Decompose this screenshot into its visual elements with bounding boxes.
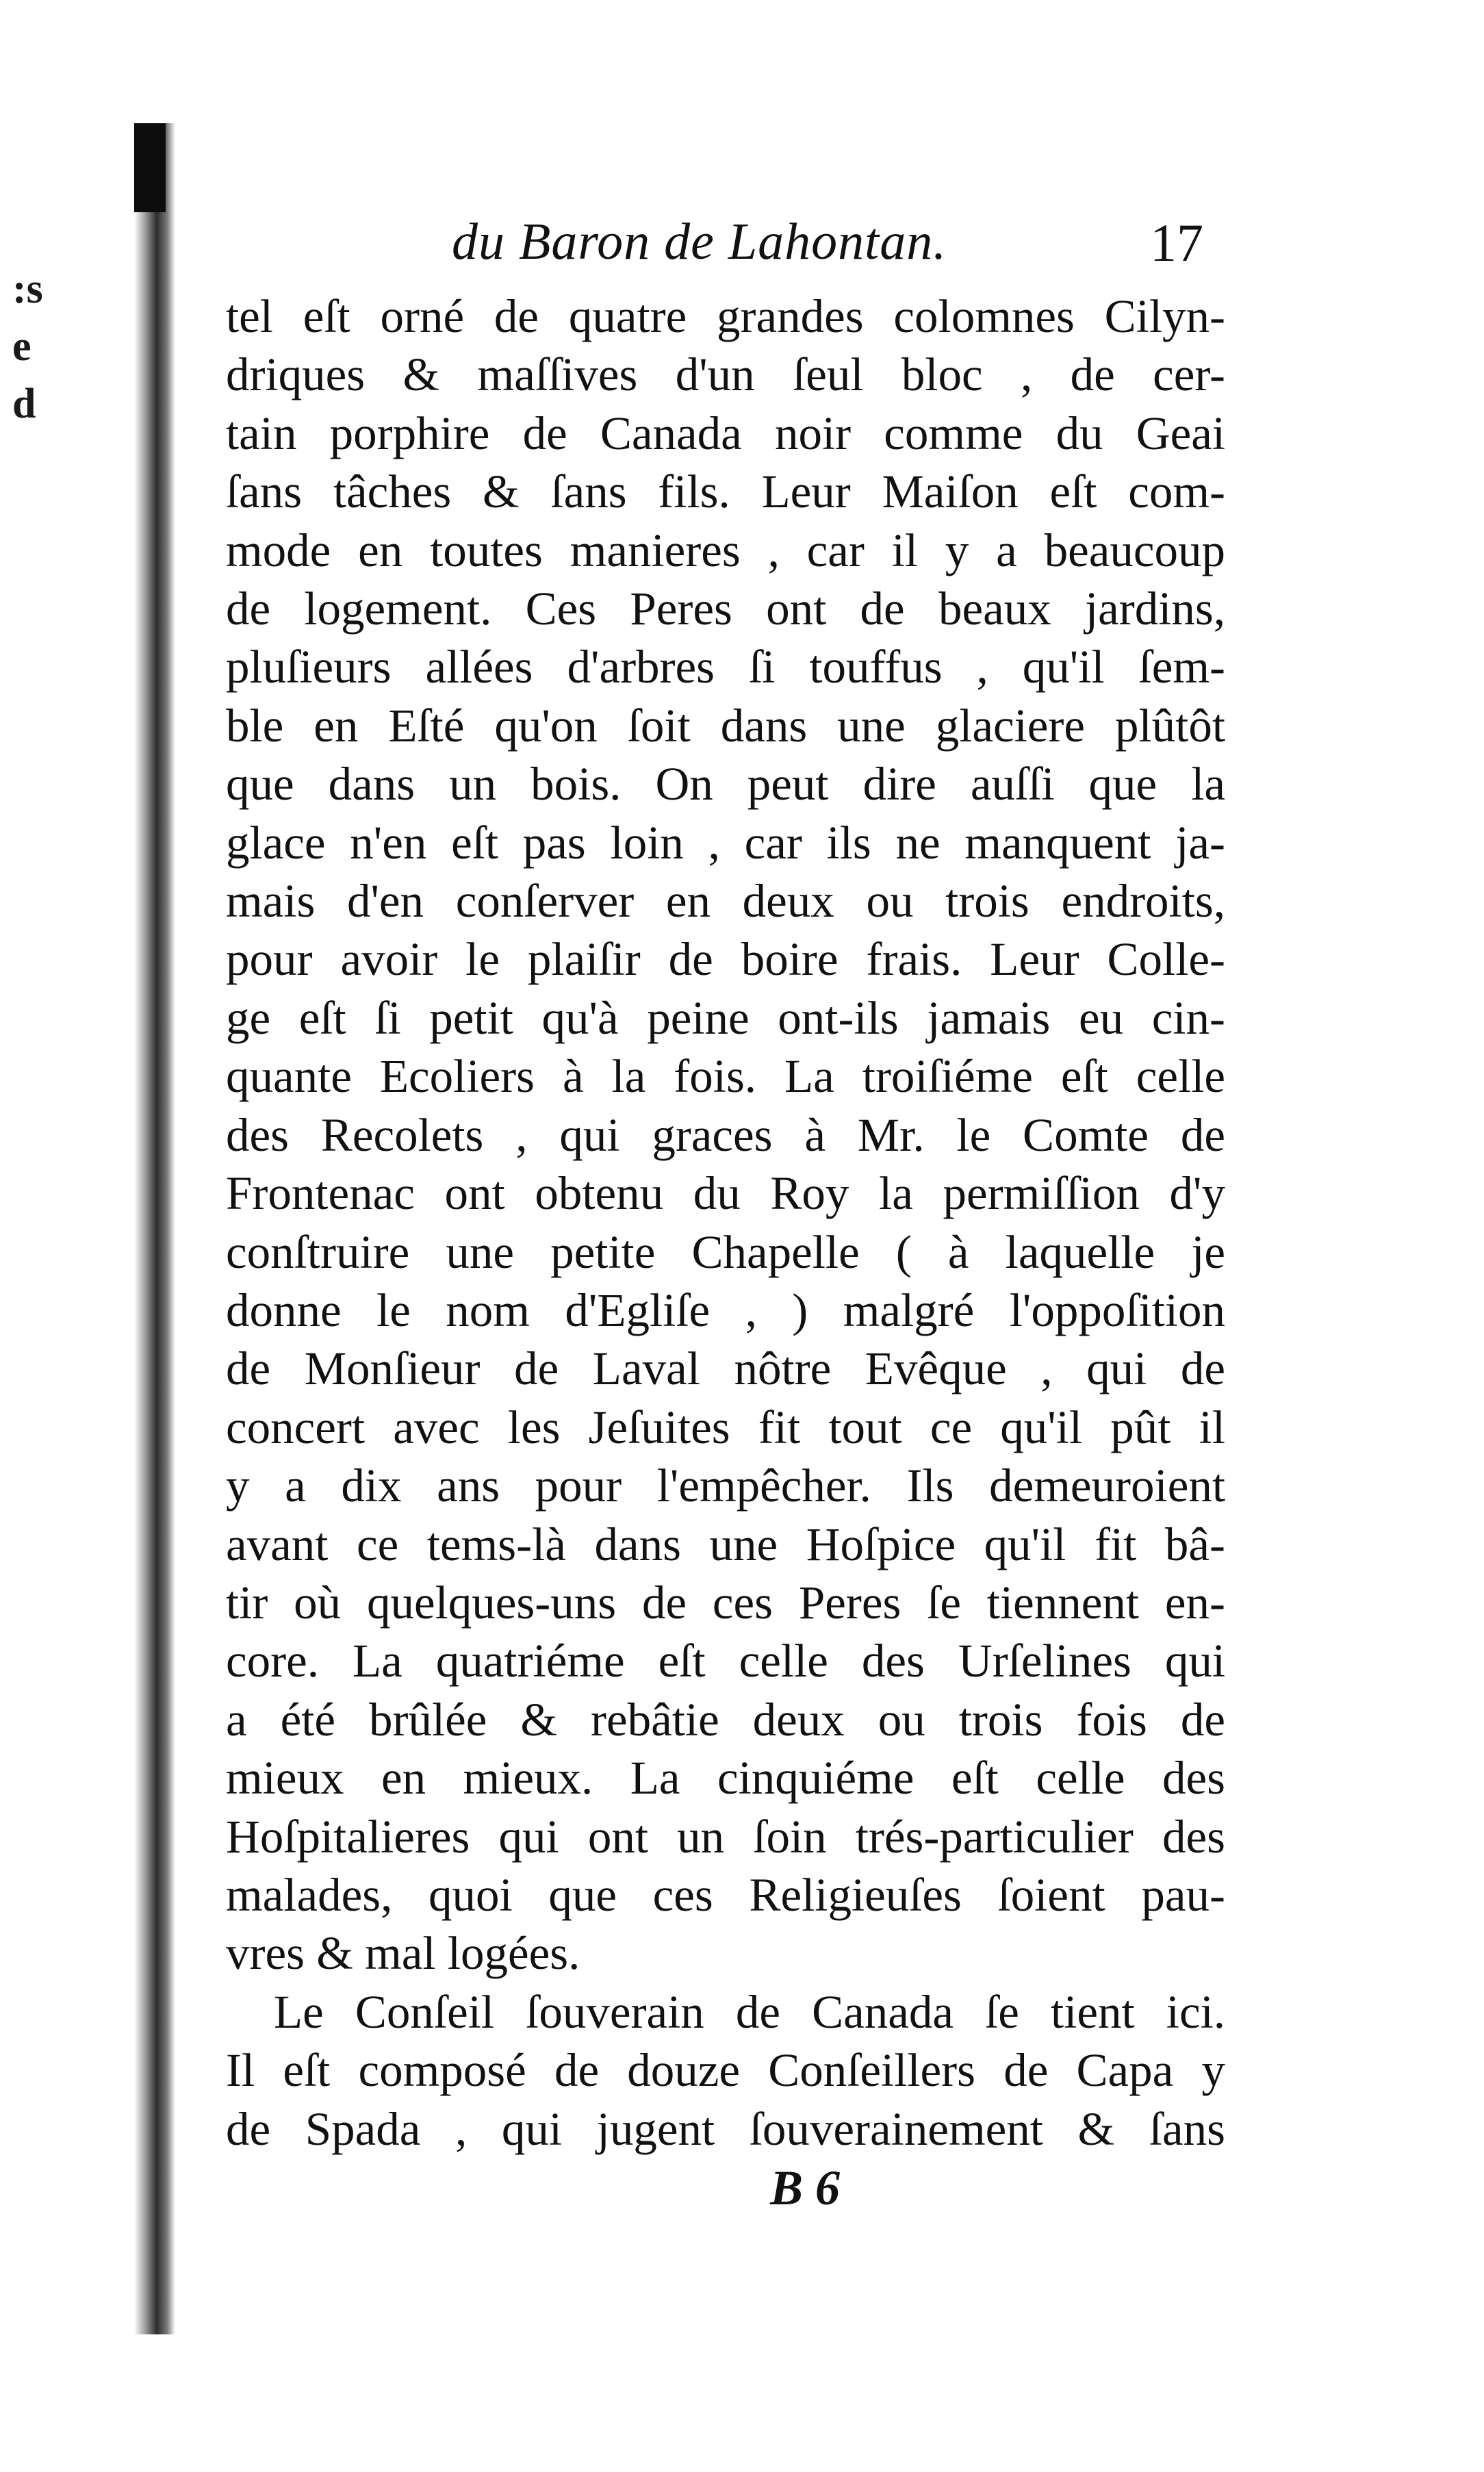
body-text: [226, 288, 1225, 2158]
text-line: que dans un bois. On peut dire auſſi que la: [226, 758, 1225, 811]
book-page: [226, 212, 1225, 2158]
text-line: pluſieurs allées d'arbres ſi touffus , qu'il ſem-: [226, 641, 1225, 693]
text-line: concert avec les Jeſuites fit tout ce qu'il pût il: [226, 1401, 1225, 1453]
text-line: mode en toutes manieres , car il y a beaucoup: [226, 524, 1225, 576]
text-line: tel eſt orné de quatre grandes colomnes Cilyn-: [226, 290, 1225, 342]
text-line: a été brûlée & rebâtie deux ou trois fois de: [226, 1693, 1225, 1746]
running-head: [226, 212, 1225, 288]
text-line: mieux en mieux. La cinquiéme eſt celle des: [226, 1752, 1225, 1805]
text-line: ble en Eſté qu'on ſoit dans une glaciere plûtôt: [226, 699, 1225, 752]
text-line: de logement. Ces Peres ont de beaux jardins,: [226, 583, 1225, 635]
paragraph-1: [226, 288, 1225, 1983]
text-line: donne le nom d'Egliſe , ) malgré l'oppoſition: [226, 1284, 1225, 1336]
text-line: pour avoir le plaiſir de boire frais. Leur Colle-: [226, 933, 1225, 986]
previous-page-fragment: d: [12, 381, 36, 427]
previous-page-fragment: :s: [12, 266, 43, 312]
text-line: de Monſieur de Laval nôtre Evêque , qui de: [226, 1342, 1225, 1395]
text-line: y a dix ans pour l'empêcher. Ils demeuroient: [226, 1460, 1225, 1512]
text-line: driques & maſſives d'un ſeul bloc , de cer-: [226, 348, 1225, 401]
page-number: 17: [1150, 213, 1203, 272]
book-gutter-shadow: [134, 123, 175, 2334]
text-line: glace n'en eſt pas loin , car ils ne manquent ja-: [226, 816, 1225, 869]
text-line: tir où quelques-uns de ces Peres ſe tiennent en-: [226, 1576, 1225, 1629]
text-line: Le Conſeil ſouverain de Canada ſe tient ici.: [274, 1985, 1225, 2038]
text-line: mais d'en conſerver en deux ou trois endroits,: [226, 875, 1225, 928]
text-line: avant ce tems-là dans une Hoſpice qu'il fit bâ-: [226, 1518, 1225, 1570]
previous-page-fragment: e: [12, 323, 31, 370]
text-line: Frontenac ont obtenu du Roy la permiſſion d'y: [226, 1167, 1225, 1220]
text-line: ge eſt ſi petit qu'à peine ont-ils jamais eu cin-: [226, 991, 1225, 1044]
text-line: core. La quatriéme eſt celle des Urſelines qui: [226, 1635, 1225, 1687]
previous-page-edge: [12, 260, 67, 433]
text-line: vres & mal logées.: [226, 1927, 580, 1980]
text-line: ſans tâches & ſans fils. Leur Maiſon eſt com-: [226, 466, 1225, 518]
text-line: Il eſt composé de douze Conſeillers de Capa y: [226, 2044, 1225, 2097]
text-line: de Spada , qui jugent ſouverainement & ſans: [226, 2102, 1225, 2155]
running-title: du Baron de Lahontan.: [452, 213, 947, 270]
text-line: malades, quoi que ces Religieuſes ſoient pau-: [226, 1868, 1225, 1921]
catchword: B 6: [770, 2161, 841, 2215]
text-line: conſtruire une petite Chapelle ( à laquelle je: [226, 1225, 1225, 1278]
book-gutter-dark-edge: [134, 123, 166, 212]
text-line: tain porphire de Canada noir comme du Geai: [226, 407, 1225, 459]
text-line: Hoſpitalieres qui ont un ſoin trés-particulier des: [226, 1810, 1225, 1863]
text-line: quante Ecoliers à la fois. La troiſiéme eſt celle: [226, 1050, 1225, 1103]
text-line: des Recolets , qui graces à Mr. le Comte de: [226, 1108, 1225, 1161]
paragraph-2: [226, 1983, 1225, 2158]
